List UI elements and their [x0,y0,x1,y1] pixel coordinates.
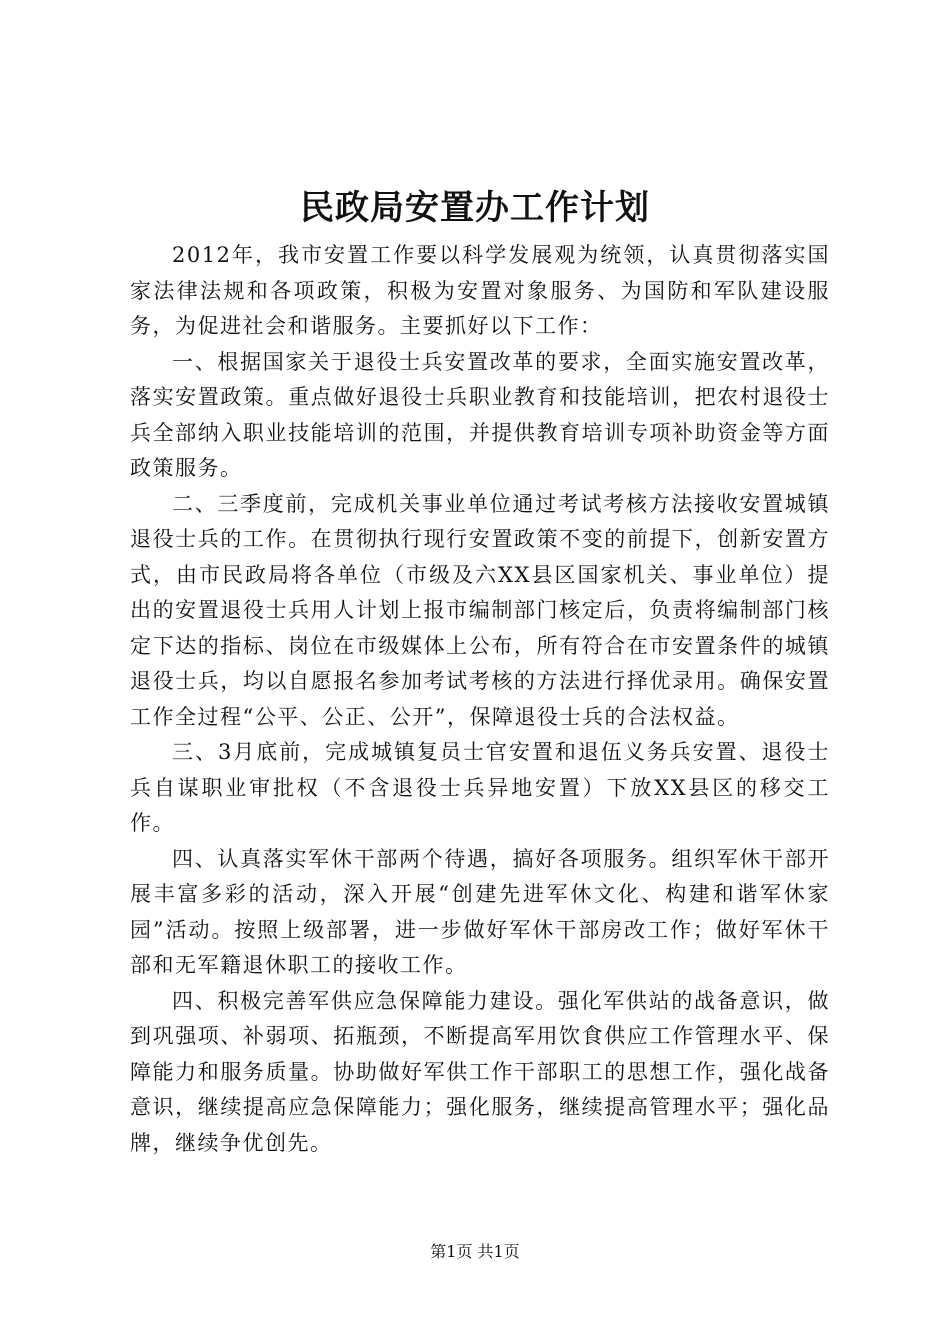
paragraph-intro: 2012年，我市安置工作要以科学发展观为统领，认真贯彻落实国家法律法规和各项政策，积极为安置对象服务、为国防和军队建设服务，为促进社会和谐服务。主要抓好以下工作： [130,243,830,338]
document-title: 民政局安置办工作计划 [300,188,650,228]
paragraph-item-4: 四、认真落实军休干部两个待遇，搞好各项服务。组织军休干部开展丰富多彩的活动，深入开展“创建先进军休文化、构建和谐军休家园”活动。按照上级部署，进一步做好军休干部房改工作；做好军休干部和无军籍退休职工的接收工作。 [130,846,830,977]
paragraph-item-5: 四、积极完善军供应急保障能力建设。强化军供站的战备意识，做到巩强项、补弱项、拓瓶颈，不断提高军用饮食供应工作管理水平、保障能力和服务质量。协助做好军供工作干部职工的思想工作，强化战备意识，继续提高应急保障能力；强化服务，继续提高管理水平；强化品牌，继续争优创先。 [130,988,830,1155]
paragraph-item-2: 二、三季度前，完成机关事业单位通过考试考核方法接收安置城镇退役士兵的工作。在贯彻执行现行安置政策不变的前提下，创新安置方式，由市民政局将各单位（市级及六XX县区国家机关、事业单位）提出的安置退役士兵用人计划上报市编制部门核定后，负责将编制部门核定下达的指标、岗位在市级媒体上公布，所有符合在市安置条件的城镇退役士兵，均以自愿报名参加考试考核的方法进行择优录用。确保安置工作全过程“公平、公正、公开”，保障退役士兵的合法权益。 [130,491,830,729]
document-body [130,238,830,1161]
page-number-footer: 第1页 共1页 [430,1242,520,1261]
paragraph-item-1: 一、根据国家关于退役士兵安置改革的要求，全面实施安置改革，落实安置政策。重点做好退役士兵职业教育和技能培训，把农村退役士兵全部纳入职业技能培训的范围，并提供教育培训专项补助资金等方面政策服务。 [130,349,830,480]
paragraph-item-3: 三、3月底前，完成城镇复员士官安置和退伍义务兵安置、退役士兵自谋职业审批权（不含退役士兵异地安置）下放XX县区的移交工作。 [130,740,830,835]
